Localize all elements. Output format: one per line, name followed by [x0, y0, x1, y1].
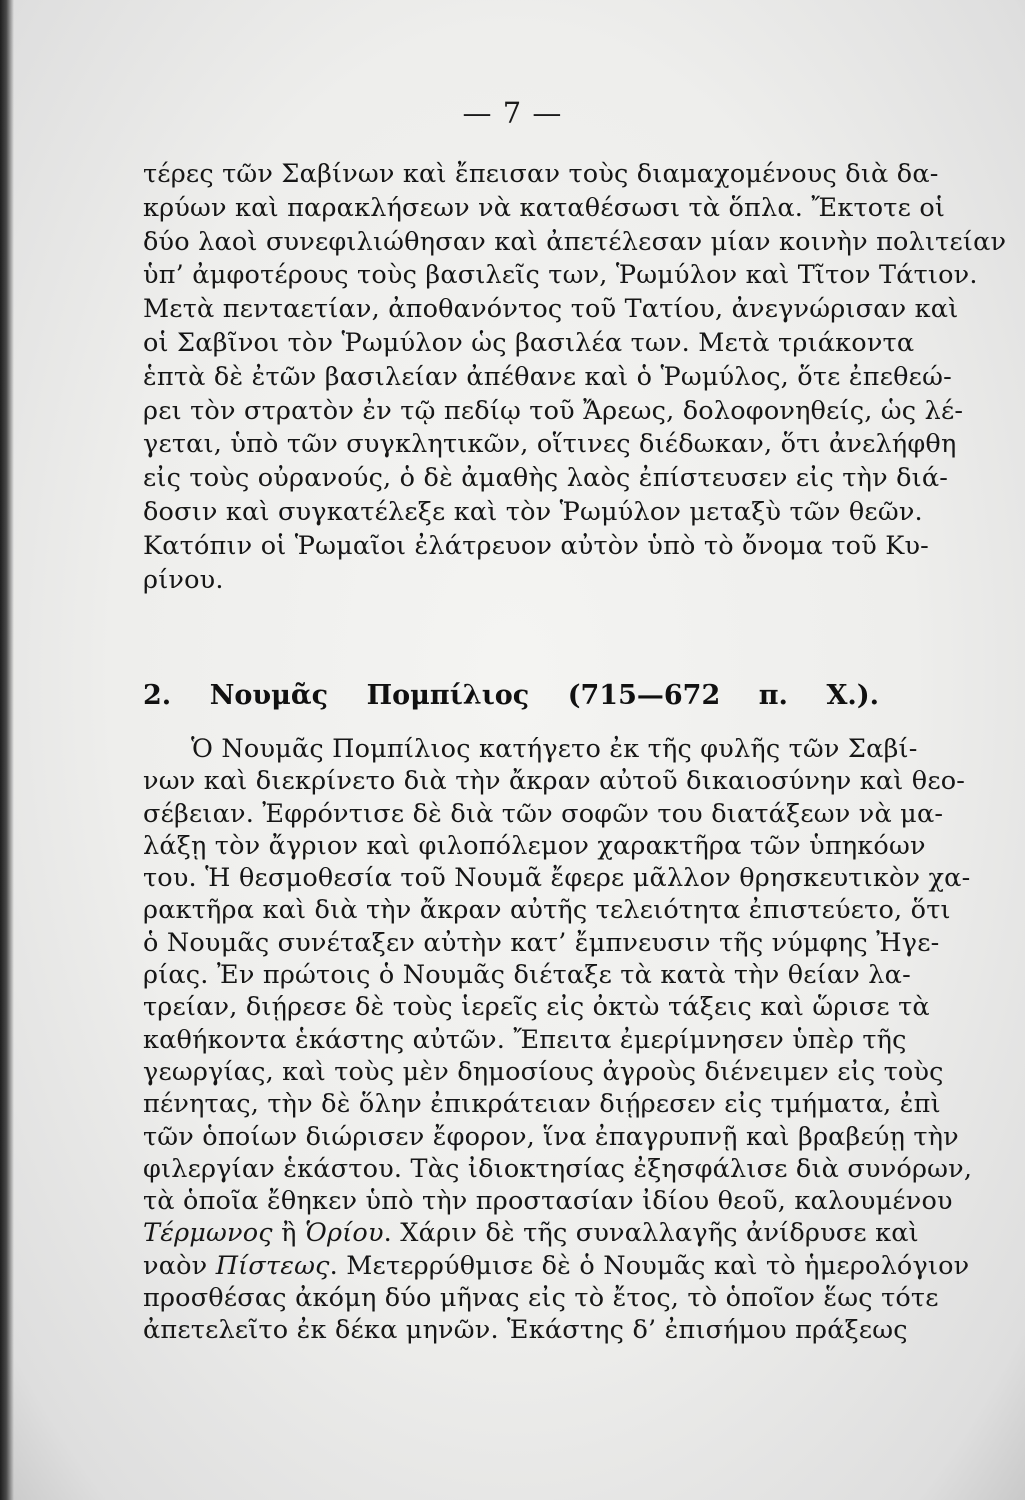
- paragraph-1-line: δύο λαοὶ συνεφιλιώθησαν καὶ ἀπετέλεσαν μίαν κοινὴν πολιτείαν: [143, 226, 1007, 257]
- paragraph-2-line: τὰ ὁποῖα ἔθηκεν ὑπὸ τὴν προστασίαν ἰδίου θεοῦ, καλουμένου: [143, 1186, 953, 1217]
- paragraph-2-line: λάξῃ τὸν ἄγριον καὶ φιλοπόλεμον χαρακτῆρα τῶν ὑπηκόων: [143, 830, 926, 861]
- connector-text: ἢ: [272, 1218, 305, 1249]
- paragraph-2-italic-line: [143, 1217, 919, 1249]
- paragraph-2: [143, 733, 973, 1347]
- italic-term-oriou: Ὁρίου: [304, 1218, 384, 1249]
- italic-term-termonos: Τέρμωνος: [143, 1218, 273, 1249]
- paragraph-2-line: Ὁ Νουμᾶς Πομπίλιος κατήγετο ἐκ τῆς φυλῆς τῶν Σαβί-: [191, 734, 918, 764]
- paragraph-1-line: ἑπτὰ δὲ ἐτῶν βασιλείαν ἀπέθανε καὶ ὁ Ῥωμύλος, ὅτε ἐπεθεώ-: [143, 361, 952, 392]
- paragraph-2-line: τρείαν, διῄρεσε δὲ τοὺς ἱερεῖς εἰς ὀκτὼ τάξεις καὶ ὥρισε τὰ: [143, 992, 930, 1023]
- paragraph-2-line: νων καὶ διεκρίνετο διὰ τὴν ἄκραν αὐτοῦ δικαιοσύνην καὶ θεο-: [143, 766, 966, 797]
- paragraph-1-line: οἱ Σαβῖνοι τὸν Ῥωμύλον ὡς βασιλέα των. Μετὰ τριάκοντα: [143, 327, 915, 358]
- paragraph-1-line: ρει τὸν στρατὸν ἐν τῷ πεδίῳ τοῦ Ἄρεως, δολοφονηθείς, ὡς λέ-: [143, 395, 964, 426]
- paragraph-2-line: ἀπετελεῖτο ἐκ δέκα μηνῶν. Ἑκάστης δ’ ἐπισήμου πράξεως: [143, 1315, 908, 1346]
- paragraph-1-line: Μετὰ πενταετίαν, ἀποθανόντος τοῦ Τατίου, ἀνεγνώρισαν καὶ: [143, 294, 959, 325]
- paragraph-2-italic-line-2: [143, 1250, 970, 1282]
- page-binding-shadow: [0, 0, 14, 1500]
- line-remainder: . Χάριν δὲ τῆς συναλλαγῆς ἀνίδρυσε καὶ: [383, 1218, 919, 1249]
- paragraph-2-line: ρακτῆρα καὶ διὰ τὴν ἄκραν αὐτῆς τελειότητα ἐπιστεύετο, ὅτι: [143, 895, 951, 926]
- italic-term-pisteos: Πίστεως: [215, 1250, 330, 1281]
- paragraph-1-line: δοσιν καὶ συγκατέλεξε καὶ τὸν Ῥωμύλον μεταξὺ τῶν θεῶν.: [143, 496, 923, 527]
- section-heading: 2. Νουμᾶς Πομπίλιος (715—672 π. Χ.).: [143, 680, 879, 711]
- paragraph-2-line: φιλεργίαν ἑκάστου. Τὰς ἰδιοκτησίας ἐξησφάλισε διὰ συνόρων,: [143, 1153, 973, 1184]
- paragraph-1-line: ρίνου.: [143, 564, 224, 595]
- paragraph-1-line: ὑπ’ ἀμφοτέρους τοὺς βασιλεῖς των, Ῥωμύλον καὶ Τῖτον Τάτιον.: [143, 260, 978, 291]
- paragraph-1-line: τέρες τῶν Σαβίνων καὶ ἔπεισαν τοὺς διαμαχομένους διὰ δα-: [143, 159, 939, 189]
- paragraph-2-line: γεωργίας, καὶ τοὺς μὲν δημοσίους ἀγροὺς διένειμεν εἰς τοὺς: [143, 1056, 944, 1087]
- paragraph-1-line: εἰς τοὺς οὐρανούς, ὁ δὲ ἀμαθὴς λαὸς ἐπίστευσεν εἰς τὴν διά-: [143, 463, 949, 494]
- paragraph-1-line: Κατόπιν οἱ Ῥωμαῖοι ἐλάτρευον αὐτὸν ὑπὸ τὸ ὄνομα τοῦ Κυ-: [143, 530, 929, 561]
- paragraph-1-line: γεται, ὑπὸ τῶν συγκλητικῶν, οἵτινες διέδωκαν, ὅτι ἀνελήφθη: [143, 429, 957, 460]
- paragraph-2-line: πένητας, τὴν δὲ ὅλην ἐπικράτειαν διῄρεσεν εἰς τμήματα, ἐπὶ: [143, 1089, 941, 1120]
- paragraph-2-line: σέβειαν. Ἐφρόντισε δὲ διὰ τῶν σοφῶν του διατάξεων νὰ μα-: [143, 798, 944, 829]
- paragraph-2-line: του. Ἡ θεσμοθεσία τοῦ Νουμᾶ ἔφερε μᾶλλον θρησκευτικὸν χα-: [143, 863, 971, 894]
- line-lead: ναὸν: [143, 1250, 216, 1281]
- page-number: — 7 —: [462, 96, 563, 130]
- paragraph-2-line: τῶν ὁποίων διώρισεν ἔφορον, ἵνα ἐπαγρυπνῇ καὶ βραβεύῃ τὴν: [143, 1121, 959, 1152]
- paragraph-2-line: ρίας. Ἐν πρώτοις ὁ Νουμᾶς διέταξε τὰ κατὰ τὴν θείαν λα-: [143, 960, 911, 991]
- paragraph-1: [143, 158, 1007, 597]
- paragraph-2-line: προσθέσας ἀκόμη δύο μῆνας εἰς τὸ ἔτος, τὸ ὁποῖον ἕως τότε: [143, 1283, 939, 1314]
- paragraph-2-line: καθήκοντα ἑκάστης αὐτῶν. Ἔπειτα ἐμερίμνησεν ὑπὲρ τῆς: [143, 1024, 907, 1055]
- paragraph-1-line: κρύων καὶ παρακλήσεων νὰ καταθέσωσι τὰ ὅπλα. Ἔκτοτε οἱ: [143, 192, 946, 223]
- paragraph-2-line: ὁ Νουμᾶς συνέταξεν αὐτὴν κατ’ ἔμπνευσιν τῆς νύμφης Ἠγε-: [143, 927, 940, 958]
- line-remainder: . Μετερρύθμισε δὲ ὁ Νουμᾶς καὶ τὸ ἡμερολόγιον: [329, 1250, 970, 1281]
